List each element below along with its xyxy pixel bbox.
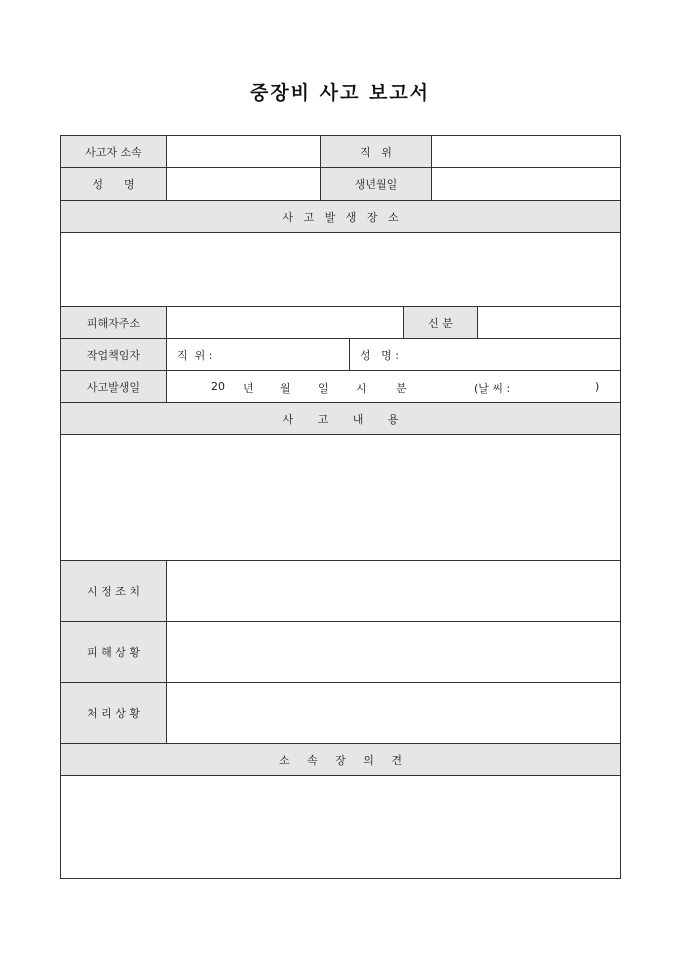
head-opinion-header: 소 속 장 의 견 bbox=[60, 743, 621, 776]
name-label: 성 명 bbox=[60, 167, 167, 201]
accident-location-header: 사 고 발 생 장 소 bbox=[60, 200, 621, 233]
accident-content-field[interactable] bbox=[60, 434, 621, 561]
corrective-action-label: 시 정 조 치 bbox=[60, 560, 167, 622]
status-label: 신 분 bbox=[403, 306, 478, 339]
victim-address-field[interactable] bbox=[166, 306, 404, 339]
status-field[interactable] bbox=[477, 306, 621, 339]
victim-address-label: 피해자주소 bbox=[60, 306, 167, 339]
minute-unit: 분 bbox=[396, 382, 407, 395]
corrective-action-field[interactable] bbox=[166, 560, 621, 622]
damage-status-field[interactable] bbox=[166, 621, 621, 683]
month-unit: 월 bbox=[280, 382, 291, 395]
weather-close: ) bbox=[595, 380, 600, 393]
affiliation-field[interactable] bbox=[166, 135, 321, 168]
year-prefix: 20 bbox=[211, 380, 225, 393]
weather-label: (날 씨 : bbox=[474, 382, 511, 395]
accident-location-field[interactable] bbox=[60, 232, 621, 307]
name-field[interactable] bbox=[166, 167, 321, 201]
birthdate-label: 생년월일 bbox=[320, 167, 432, 201]
day-unit: 일 bbox=[318, 382, 329, 395]
handling-status-label: 처 리 상 황 bbox=[60, 682, 167, 744]
hour-unit: 시 bbox=[356, 382, 367, 395]
handling-status-field[interactable] bbox=[166, 682, 621, 744]
year-unit: 년 bbox=[243, 382, 254, 395]
head-opinion-field[interactable] bbox=[60, 775, 621, 879]
accident-date-label: 사고발생일 bbox=[60, 370, 167, 403]
supervisor-label: 작업책임자 bbox=[60, 338, 167, 371]
supervisor-name-field[interactable]: 성 명 : bbox=[349, 338, 621, 371]
birthdate-field[interactable] bbox=[431, 167, 621, 201]
supervisor-position-field[interactable]: 직 위 : bbox=[166, 338, 350, 371]
accident-date-field[interactable] bbox=[166, 370, 621, 403]
affiliation-label: 사고자 소속 bbox=[60, 135, 167, 168]
position-field[interactable] bbox=[431, 135, 621, 168]
damage-status-label: 피 해 상 황 bbox=[60, 621, 167, 683]
position-label: 직 위 bbox=[320, 135, 432, 168]
page-title: 중장비 사고 보고서 bbox=[249, 82, 431, 104]
accident-content-header: 사 고 내 용 bbox=[60, 402, 621, 435]
